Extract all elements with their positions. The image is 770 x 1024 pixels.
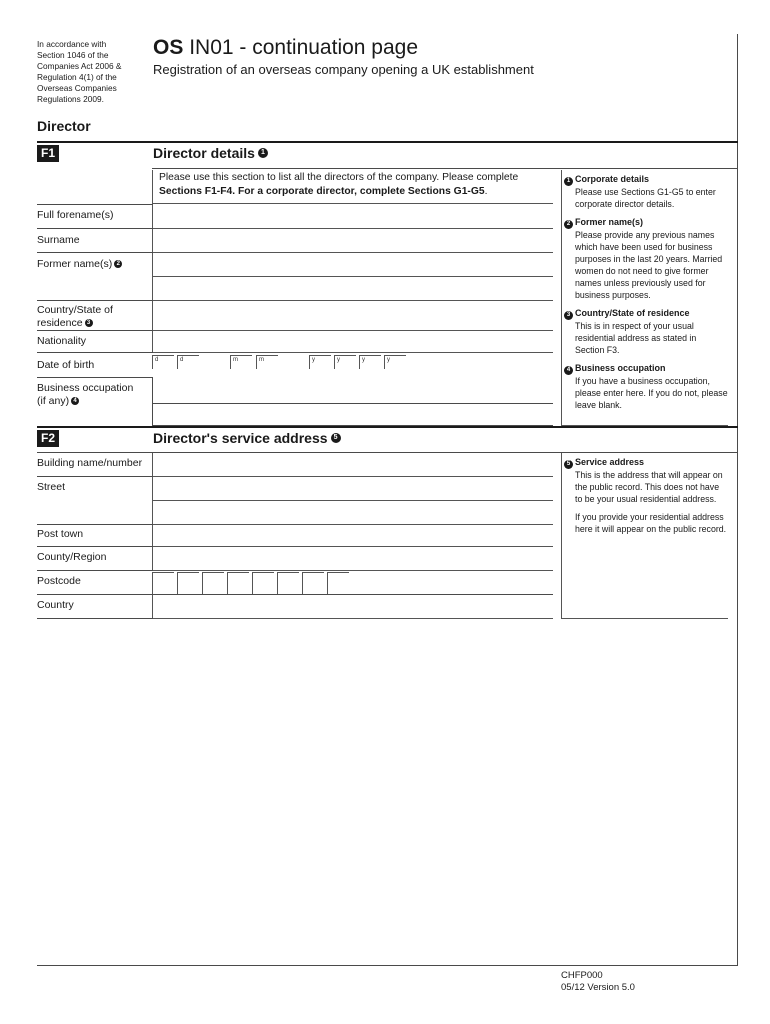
- country-residence-input[interactable]: [152, 301, 553, 331]
- dob-month-2[interactable]: m: [256, 355, 278, 369]
- note-marker-icon: 1: [258, 148, 268, 158]
- note-number-icon: 3: [564, 311, 573, 320]
- row-rule: [37, 352, 153, 353]
- note-business-occupation: 4 Business occupation If you have a business occupation, please enter here. If you do not, please leave blank.: [564, 362, 728, 411]
- note-service-address-public: If you provide your residential address here it will appear on the public record.: [575, 512, 727, 534]
- row-rule: [37, 377, 153, 378]
- form-footer: [561, 970, 635, 994]
- page-right-border: [737, 34, 738, 966]
- street-input-2[interactable]: [152, 501, 553, 525]
- county-input[interactable]: [152, 547, 553, 571]
- label-street: Street: [37, 481, 66, 493]
- postcode-cell[interactable]: [202, 572, 224, 594]
- surname-input[interactable]: [152, 229, 553, 253]
- dob-day-1[interactable]: d: [152, 355, 174, 369]
- intro-line-1: Please use this section to list all the directors of the company. Please complete: [159, 172, 519, 183]
- street-input-1[interactable]: [152, 477, 553, 501]
- label-county: County/Region: [37, 551, 107, 563]
- page-title: [153, 36, 418, 60]
- note-country-residence: 3 Country/State of residence This is in respect of your usual residential address as stated in Section F3.: [564, 307, 728, 356]
- postcode-cell[interactable]: [227, 572, 249, 594]
- title-bold: OS: [153, 36, 184, 59]
- note-marker-icon: 5: [331, 433, 341, 443]
- f1-guidance-notes: [561, 170, 728, 426]
- f1-badge: F1: [37, 145, 59, 162]
- note-corporate-details: 1 Corporate details Please use Sections G1-G5 to enter corporate director details.: [564, 173, 728, 210]
- legal-reference: [37, 39, 137, 105]
- f1-rule: [152, 168, 737, 169]
- dob-year-3[interactable]: y: [359, 355, 381, 369]
- postcode-cell[interactable]: [152, 572, 174, 594]
- row-rule: [37, 330, 153, 331]
- note-number-icon: 1: [564, 177, 573, 186]
- postcode-cell[interactable]: [252, 572, 274, 594]
- occupation-line-1[interactable]: [152, 403, 553, 404]
- f2-rule: [37, 426, 738, 428]
- post-town-input[interactable]: [152, 525, 553, 547]
- f1-title: [153, 145, 268, 161]
- section-rule: [37, 141, 738, 143]
- note-marker-icon: 3: [85, 319, 93, 327]
- f1-intro: [152, 170, 553, 204]
- form-version: 05/12 Version 5.0: [561, 982, 635, 993]
- legal-line: In accordance with: [37, 39, 107, 49]
- note-former-names: 2 Former name(s) Please provide any previous names which have been used for business purposes in the last 20 years. Married women do not need to give former names unless previously used for business purposes.: [564, 216, 728, 301]
- note-number-icon: 2: [564, 220, 573, 229]
- row-rule: [37, 570, 153, 571]
- row-rule: [37, 618, 153, 619]
- dob-month-1[interactable]: m: [230, 355, 252, 369]
- field-left-border: [152, 378, 153, 426]
- label-postcode: Postcode: [37, 575, 81, 587]
- page-bottom-rule: [37, 965, 737, 966]
- label-surname: Surname: [37, 234, 80, 246]
- f2-badge: F2: [37, 430, 59, 447]
- former-names-input-1[interactable]: [152, 253, 553, 277]
- legal-line: Overseas Companies: [37, 83, 117, 93]
- legal-line: Regulations 2009.: [37, 94, 104, 104]
- postcode-cell[interactable]: [177, 572, 199, 594]
- dob-year-4[interactable]: y: [384, 355, 406, 369]
- label-dob: Date of birth: [37, 359, 95, 371]
- legal-line: Regulation 4(1) of the: [37, 72, 117, 82]
- label-former-names: Former name(s) 2: [37, 258, 122, 271]
- row-rule: [37, 228, 153, 229]
- note-service-address: 5 Service address This is the address that will appear on the public record. This does not have to be your usual residential address.: [564, 456, 728, 505]
- dob-year-1[interactable]: y: [309, 355, 331, 369]
- legal-line: Companies Act 2006 &: [37, 61, 122, 71]
- label-country-residence: Country/State of residence 3: [37, 304, 113, 329]
- row-rule: [37, 546, 153, 547]
- row-rule: [37, 300, 153, 301]
- postcode-cell[interactable]: [277, 572, 299, 594]
- note-number-icon: 5: [564, 460, 573, 469]
- label-post-town: Post town: [37, 528, 84, 540]
- note-marker-icon: 4: [71, 397, 79, 405]
- legal-line: Section 1046 of the: [37, 50, 109, 60]
- label-nationality: Nationality: [37, 335, 87, 347]
- row-rule: [37, 476, 153, 477]
- note-marker-icon: 2: [114, 260, 122, 268]
- country-input[interactable]: [152, 595, 553, 619]
- nationality-input[interactable]: [152, 331, 553, 353]
- f2-title: Director's service address 5: [153, 430, 341, 446]
- label-building: Building name/number: [37, 457, 143, 469]
- dob-day-2[interactable]: d: [177, 355, 199, 369]
- postcode-cell[interactable]: [327, 572, 349, 594]
- row-rule: [37, 524, 153, 525]
- f2-guidance-notes: [561, 453, 728, 619]
- note-number-icon: 4: [564, 366, 573, 375]
- title-rest: IN01 - continuation page: [189, 36, 419, 59]
- row-rule: [37, 252, 153, 253]
- label-occupation: Business occupation (if any) 4: [37, 382, 134, 407]
- forenames-input[interactable]: [152, 205, 553, 229]
- label-forenames: Full forename(s): [37, 209, 114, 221]
- intro-bold: Sections F1-F4. For a corporate director, complete Sections G1-G5: [159, 186, 485, 197]
- form-code: CHFP000: [561, 970, 603, 981]
- label-country: Country: [37, 599, 74, 611]
- intro-line-2: Sections F1-F4. For a corporate director, complete Sections G1-G5.: [159, 186, 488, 197]
- former-names-input-2[interactable]: [152, 277, 553, 301]
- page-subtitle: Registration of an overseas company opening a UK establishment: [153, 62, 534, 77]
- dob-year-2[interactable]: y: [334, 355, 356, 369]
- row-rule: [37, 204, 153, 205]
- section-heading: Director: [37, 118, 91, 134]
- postcode-cell[interactable]: [302, 572, 324, 594]
- building-input[interactable]: [152, 453, 553, 477]
- f1-title-text: Director details: [153, 145, 255, 161]
